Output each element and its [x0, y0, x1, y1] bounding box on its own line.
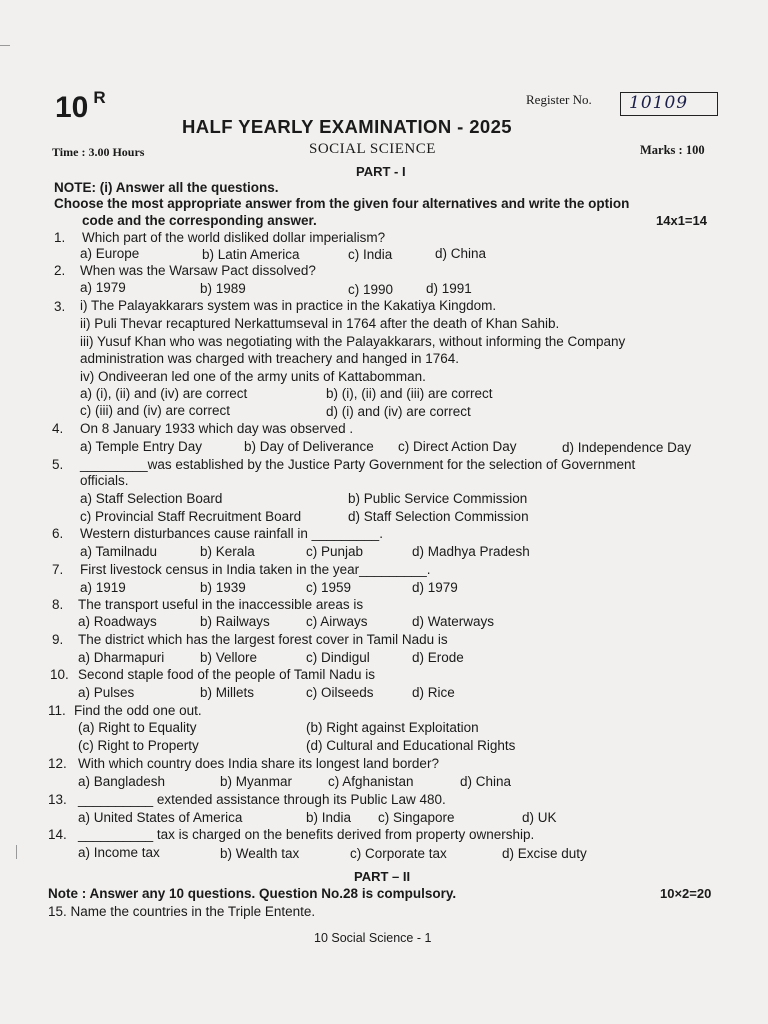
question-number: 7.: [52, 562, 64, 577]
part2-heading: PART – II: [354, 869, 411, 884]
option-d: d) China: [435, 246, 487, 261]
part1-note-3: code and the corresponding answer.: [82, 213, 317, 228]
option-a: a) Income tax: [78, 845, 160, 860]
option-a: a) Europe: [80, 246, 140, 261]
question-text: __________ extended assistance through its Public Law 480.: [78, 792, 446, 807]
question-number: 13.: [48, 792, 67, 807]
option-c: c) 1959: [306, 580, 352, 595]
option-d: d) (i) and (iv) are correct: [326, 404, 471, 419]
register-number-box: [620, 92, 718, 116]
question-number: 6.: [52, 526, 64, 541]
part1-note-2: Choose the most appropriate answer from the given four alternatives and write the option: [54, 196, 630, 211]
option-b: b) India: [306, 810, 352, 825]
question-number: 14.: [48, 827, 67, 842]
question-text: When was the Warsaw Pact dissolved?: [80, 263, 316, 278]
option-a: (a) Right to Equality: [78, 720, 197, 735]
register-label: Register No.: [526, 92, 592, 107]
option-c: c) Direct Action Day: [398, 439, 517, 454]
part1-note-1: NOTE: (i) Answer all the questions.: [54, 180, 279, 195]
option-b: b) Millets: [200, 685, 255, 700]
exam-title: HALF YEARLY EXAMINATION - 2025: [182, 116, 512, 137]
option-d: d) China: [460, 774, 512, 789]
question-text: Which part of the world disliked dollar imperialism?: [82, 230, 386, 245]
question-text: The transport useful in the inaccessible areas is: [78, 597, 364, 612]
option-b: b) Public Service Commission: [348, 491, 528, 506]
option-d: d) UK: [522, 810, 557, 825]
register-number-value: 10109: [629, 93, 689, 113]
option-a: a) United States of America: [78, 810, 243, 825]
option-c: c) Punjab: [306, 544, 364, 559]
question-number: 2.: [54, 263, 66, 278]
page-footer: 10 Social Science - 1: [314, 931, 432, 945]
option-b: b) Vellore: [200, 650, 258, 665]
question-number: 10.: [50, 667, 69, 682]
question-number: 1.: [54, 230, 66, 245]
time-label: Time : 3.00 Hours: [52, 145, 145, 159]
option-a: a) 1919: [80, 580, 126, 595]
statement: iii) Yusuf Khan who was negotiating with the Palayakkarars, without informing the Company: [80, 334, 626, 349]
question-number: 11.: [48, 703, 66, 718]
question-text: Western disturbances cause rainfall in _________.: [80, 526, 383, 541]
option-a: a) Staff Selection Board: [80, 491, 223, 506]
option-c: c) Afghanistan: [328, 774, 414, 789]
scan-mark: [0, 45, 10, 46]
option-b: b) Day of Deliverance: [244, 439, 374, 454]
option-d: d) Independence Day: [562, 440, 692, 455]
option-a: a) (i), (ii) and (iv) are correct: [80, 386, 248, 401]
option-b: b) Myanmar: [220, 774, 293, 789]
statement: iv) Ondiveeran led one of the army units of Kattabomman.: [80, 369, 426, 384]
option-c: c) 1990: [348, 282, 394, 297]
option-b: b) 1939: [200, 580, 246, 595]
question-15: 15. Name the countries in the Triple Entente.: [48, 904, 316, 919]
question-text: _________was established by the Justice Party Government for the selection of Government: [80, 457, 636, 472]
option-d: d) 1979: [412, 580, 458, 595]
scan-mark: [16, 845, 17, 859]
option-b: b) (i), (ii) and (iii) are correct: [326, 386, 493, 401]
question-number: 5.: [52, 457, 64, 472]
option-a: a) Roadways: [78, 614, 157, 629]
option-a: a) Pulses: [78, 685, 135, 700]
option-c: c) India: [348, 247, 393, 262]
option-a: a) Dharmapuri: [78, 650, 165, 665]
part1-heading: PART - I: [356, 164, 406, 179]
option-c: c) Dindigul: [306, 650, 370, 665]
question-number: 9.: [52, 632, 64, 647]
question-number: 12.: [48, 756, 67, 771]
option-d: d) Rice: [412, 685, 455, 700]
option-d: d) Staff Selection Commission: [348, 509, 529, 524]
question-text: Second staple food of the people of Tamil Nadu is: [78, 667, 375, 682]
option-b: (b) Right against Exploitation: [306, 720, 479, 735]
option-a: a) 1979: [80, 280, 126, 295]
class-code: 10 $^R$: [55, 88, 106, 124]
option-a: a) Bangladesh: [78, 774, 166, 789]
option-b: b) Wealth tax: [220, 846, 300, 861]
question-text: The district which has the largest forest cover in Tamil Nadu is: [78, 632, 448, 647]
option-c: (c) Right to Property: [78, 738, 199, 753]
question-number: 4.: [52, 421, 64, 436]
option-c: c) Provincial Staff Recruitment Board: [80, 509, 302, 524]
option-d: d) Excise duty: [502, 846, 587, 861]
statement: ii) Puli Thevar recaptured Nerkattumseval in 1764 after the death of Khan Sahib.: [80, 316, 560, 331]
statement: administration was charged with treachery and hanged in 1764.: [80, 351, 459, 366]
part1-marks: 14x1=14: [656, 213, 707, 228]
option-b: b) Latin America: [202, 247, 300, 262]
option-b: b) 1989: [200, 281, 246, 296]
statement: i) The Palayakkarars system was in practice in the Kakatiya Kingdom.: [80, 298, 497, 313]
question-number: 3.: [54, 299, 66, 314]
part2-note: Note : Answer any 10 questions. Question No.28 is compulsory.: [48, 886, 457, 901]
option-c: c) Corporate tax: [350, 846, 447, 861]
question-text: __________ tax is charged on the benefits derived from property ownership.: [78, 827, 535, 842]
option-b: b) Kerala: [200, 544, 255, 559]
question-text: Find the odd one out.: [74, 703, 202, 718]
question-text: With which country does India share its longest land border?: [78, 756, 439, 771]
question-text-cont: officials.: [80, 473, 129, 488]
option-c: c) Singapore: [378, 810, 455, 825]
marks-label: Marks : 100: [640, 143, 705, 157]
option-c: c) (iii) and (iv) are correct: [80, 403, 231, 418]
question-text: On 8 January 1933 which day was observed .: [80, 421, 354, 436]
subject-title: SOCIAL SCIENCE: [309, 141, 436, 157]
option-d: d) 1991: [426, 281, 472, 296]
option-d: d) Erode: [412, 650, 464, 665]
option-c: c) Airways: [306, 614, 368, 629]
class-suffix: R: [93, 88, 106, 107]
option-a: a) Temple Entry Day: [80, 439, 203, 454]
part2-marks: 10×2=20: [660, 886, 712, 901]
option-d: d) Waterways: [412, 614, 495, 629]
question-number: 8.: [52, 597, 64, 612]
option-d: d) Madhya Pradesh: [412, 544, 530, 559]
option-b: b) Railways: [200, 614, 270, 629]
question-text: First livestock census in India taken in the year_________.: [80, 562, 431, 577]
option-a: a) Tamilnadu: [80, 544, 158, 559]
option-d: (d) Cultural and Educational Rights: [306, 738, 516, 753]
option-c: c) Oilseeds: [306, 685, 374, 700]
